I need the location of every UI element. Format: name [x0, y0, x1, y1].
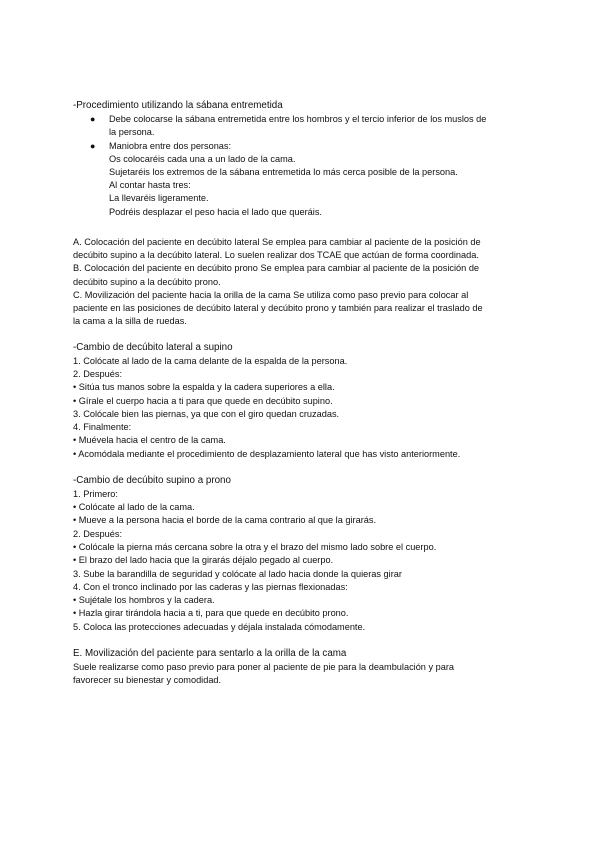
step-line: 4. Con el tronco inclinado por las caderas y las piernas flexionadas: [73, 582, 348, 592]
paragraph-line: A. Colocación del paciente en decúbito lateral Se emplea para cambiar al paciente de la posición de [73, 237, 481, 247]
section-heading: -Procedimiento utilizando la sábana entremetida [73, 100, 283, 111]
step-line: 2. Después: [73, 529, 123, 539]
step-line: 5. Coloca las protecciones adecuadas y déjala instalada cómodamente. [73, 622, 366, 632]
step-line: • Muévela hacia el centro de la cama. [73, 435, 226, 445]
section-heading: -Cambio de decúbito lateral a supino [73, 342, 233, 353]
bullet-text: Podréis desplazar el peso hacia el lado que queráis. [109, 207, 322, 217]
bullet-text: la persona. [109, 127, 155, 137]
step-line: • Colócate al lado de la cama. [73, 502, 195, 512]
paragraph-line: Suele realizarse como paso previo para poner al paciente de pie para la deambulación y para [73, 662, 455, 672]
bullet-icon: ● [90, 114, 96, 124]
step-line: 3. Colócale bien las piernas, ya que con el giro quedan cruzadas. [73, 409, 340, 419]
bullet-text: Maniobra entre dos personas: [109, 141, 232, 151]
step-line: 1. Primero: [73, 489, 118, 499]
paragraph-line: paciente en las posiciones de decúbito lateral y decúbito prono y también para realizar el traslado de [73, 303, 483, 313]
bullet-text: Debe colocarse la sábana entremetida entre los hombros y el tercio inferior de los muslos de [109, 114, 487, 124]
step-line: • Sujétale los hombros y la cadera. [73, 595, 215, 605]
step-line: 4. Finalmente: [73, 422, 132, 432]
paragraph-line: favorecer su bienestar y comodidad. [73, 675, 222, 685]
bullet-icon: ● [90, 141, 96, 151]
step-line: • Colócale la pierna más cercana sobre la otra y el brazo del mismo lado sobre el cuerpo. [73, 542, 437, 552]
step-line: 3. Sube la barandilla de seguridad y colócate al lado hacia donde la quieras girar [73, 569, 402, 579]
bullet-text: Sujetaréis los extremos de la sábana entremetida lo más cerca posible de la persona. [109, 167, 458, 177]
paragraph-line: decúbito supino a la decúbito prono. [73, 277, 221, 287]
step-line: • Mueve a la persona hacia el borde de la cama contrario al que la girarás. [73, 515, 377, 525]
bullet-text: Al contar hasta tres: [109, 180, 191, 190]
step-line: 2. Después: [73, 369, 123, 379]
step-line: • Sitúa tus manos sobre la espalda y la cadera superiores a ella. [73, 382, 335, 392]
step-line: • El brazo del lado hacia que la girarás déjalo pegado al cuerpo. [73, 555, 334, 565]
paragraph-line: la cama a la silla de ruedas. [73, 316, 187, 326]
section-heading: E. Movilización del paciente para sentarlo a la orilla de la cama [73, 648, 347, 659]
section-heading: -Cambio de decúbito supino a prono [73, 475, 231, 486]
paragraph-line: decúbito supino a la decúbito lateral. Lo suelen realizar dos TCAE que actúan de forma coordinada. [73, 250, 479, 260]
step-line: • Acomódala mediante el procedimiento de desplazamiento lateral que has visto anteriormente. [73, 449, 461, 459]
step-line: 1. Colócate al lado de la cama delante de la espalda de la persona. [73, 356, 348, 366]
paragraph-line: B. Colocación del paciente en decúbito prono Se emplea para cambiar al paciente de la posición de [73, 263, 480, 273]
bullet-text: Os colocaréis cada una a un lado de la cama. [109, 154, 296, 164]
step-line: • Gírale el cuerpo hacia a ti para que quede en decúbito supino. [73, 396, 333, 406]
paragraph-line: C. Movilización del paciente hacia la orilla de la cama Se utiliza como paso previo para colocar al [73, 290, 469, 300]
bullet-text: La llevaréis ligeramente. [109, 193, 209, 203]
step-line: • Hazla girar tirándola hacia a ti, para que quede en decúbito prono. [73, 608, 349, 618]
